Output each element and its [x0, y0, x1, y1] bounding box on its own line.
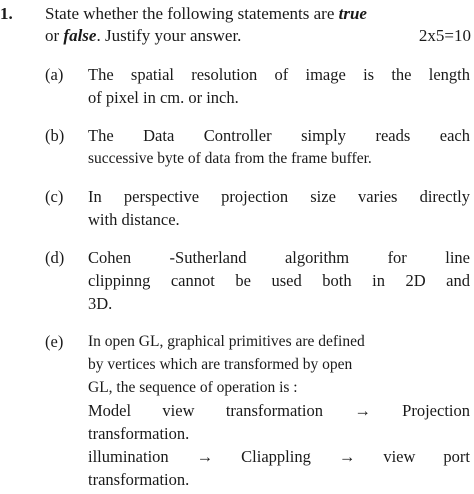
statement-label: (c): [45, 187, 64, 206]
statement-line: The Data Controller simply reads each: [88, 126, 470, 145]
statement-line: by vertices which are transformed by open: [88, 356, 353, 373]
question-stem-line-1: [45, 3, 465, 25]
statement-line: with distance.: [88, 210, 180, 229]
statement-line: The spatial resolution of image is the length: [88, 65, 470, 84]
statement-line: 3D.: [88, 294, 113, 313]
statement-line: transformation.: [88, 424, 190, 443]
statement-text: [88, 330, 470, 399]
stem-text: or: [45, 26, 64, 45]
statement-text: [88, 63, 470, 109]
question-stem: [45, 3, 465, 47]
statement-line: GL, the sequence of operation is :: [88, 379, 298, 396]
statement-line: Cohen -Sutherland algorithm for line: [88, 248, 470, 267]
statement-text: [88, 185, 470, 231]
statement-label: (a): [45, 65, 64, 84]
stem-text: State whether the following statements are: [45, 4, 339, 23]
statement-label: (e): [45, 332, 64, 351]
statement-line: successive byte of data from the frame buffer.: [88, 150, 372, 167]
statement-line: transformation.: [88, 470, 190, 489]
statement-e-sequence: [88, 399, 470, 491]
statement-line: clippinng cannot be used both in 2D and: [88, 271, 470, 290]
question-number: 1.: [0, 4, 13, 23]
statement-text: [88, 124, 470, 170]
statement-line: of pixel in cm. or inch.: [88, 88, 239, 107]
statement-line: In perspective projection size varies directly: [88, 187, 470, 206]
stem-emphasis-true: true: [338, 4, 367, 23]
statement-line: illumination → Cliappling → view port: [88, 447, 470, 466]
stem-text: . Justify your answer.: [96, 26, 242, 45]
statement-text: [88, 399, 470, 491]
statement-text: [88, 246, 470, 315]
statement-line: In open GL, graphical primitives are defined: [88, 333, 365, 350]
question-stem-line-2: [45, 25, 465, 47]
stem-emphasis-false: false: [63, 26, 97, 45]
marks-allocation: 2x5=10: [418, 26, 471, 45]
statement-label: (b): [45, 126, 65, 145]
statement-line: Model view transformation → Projection: [88, 401, 470, 420]
statement-label: (d): [45, 248, 65, 267]
